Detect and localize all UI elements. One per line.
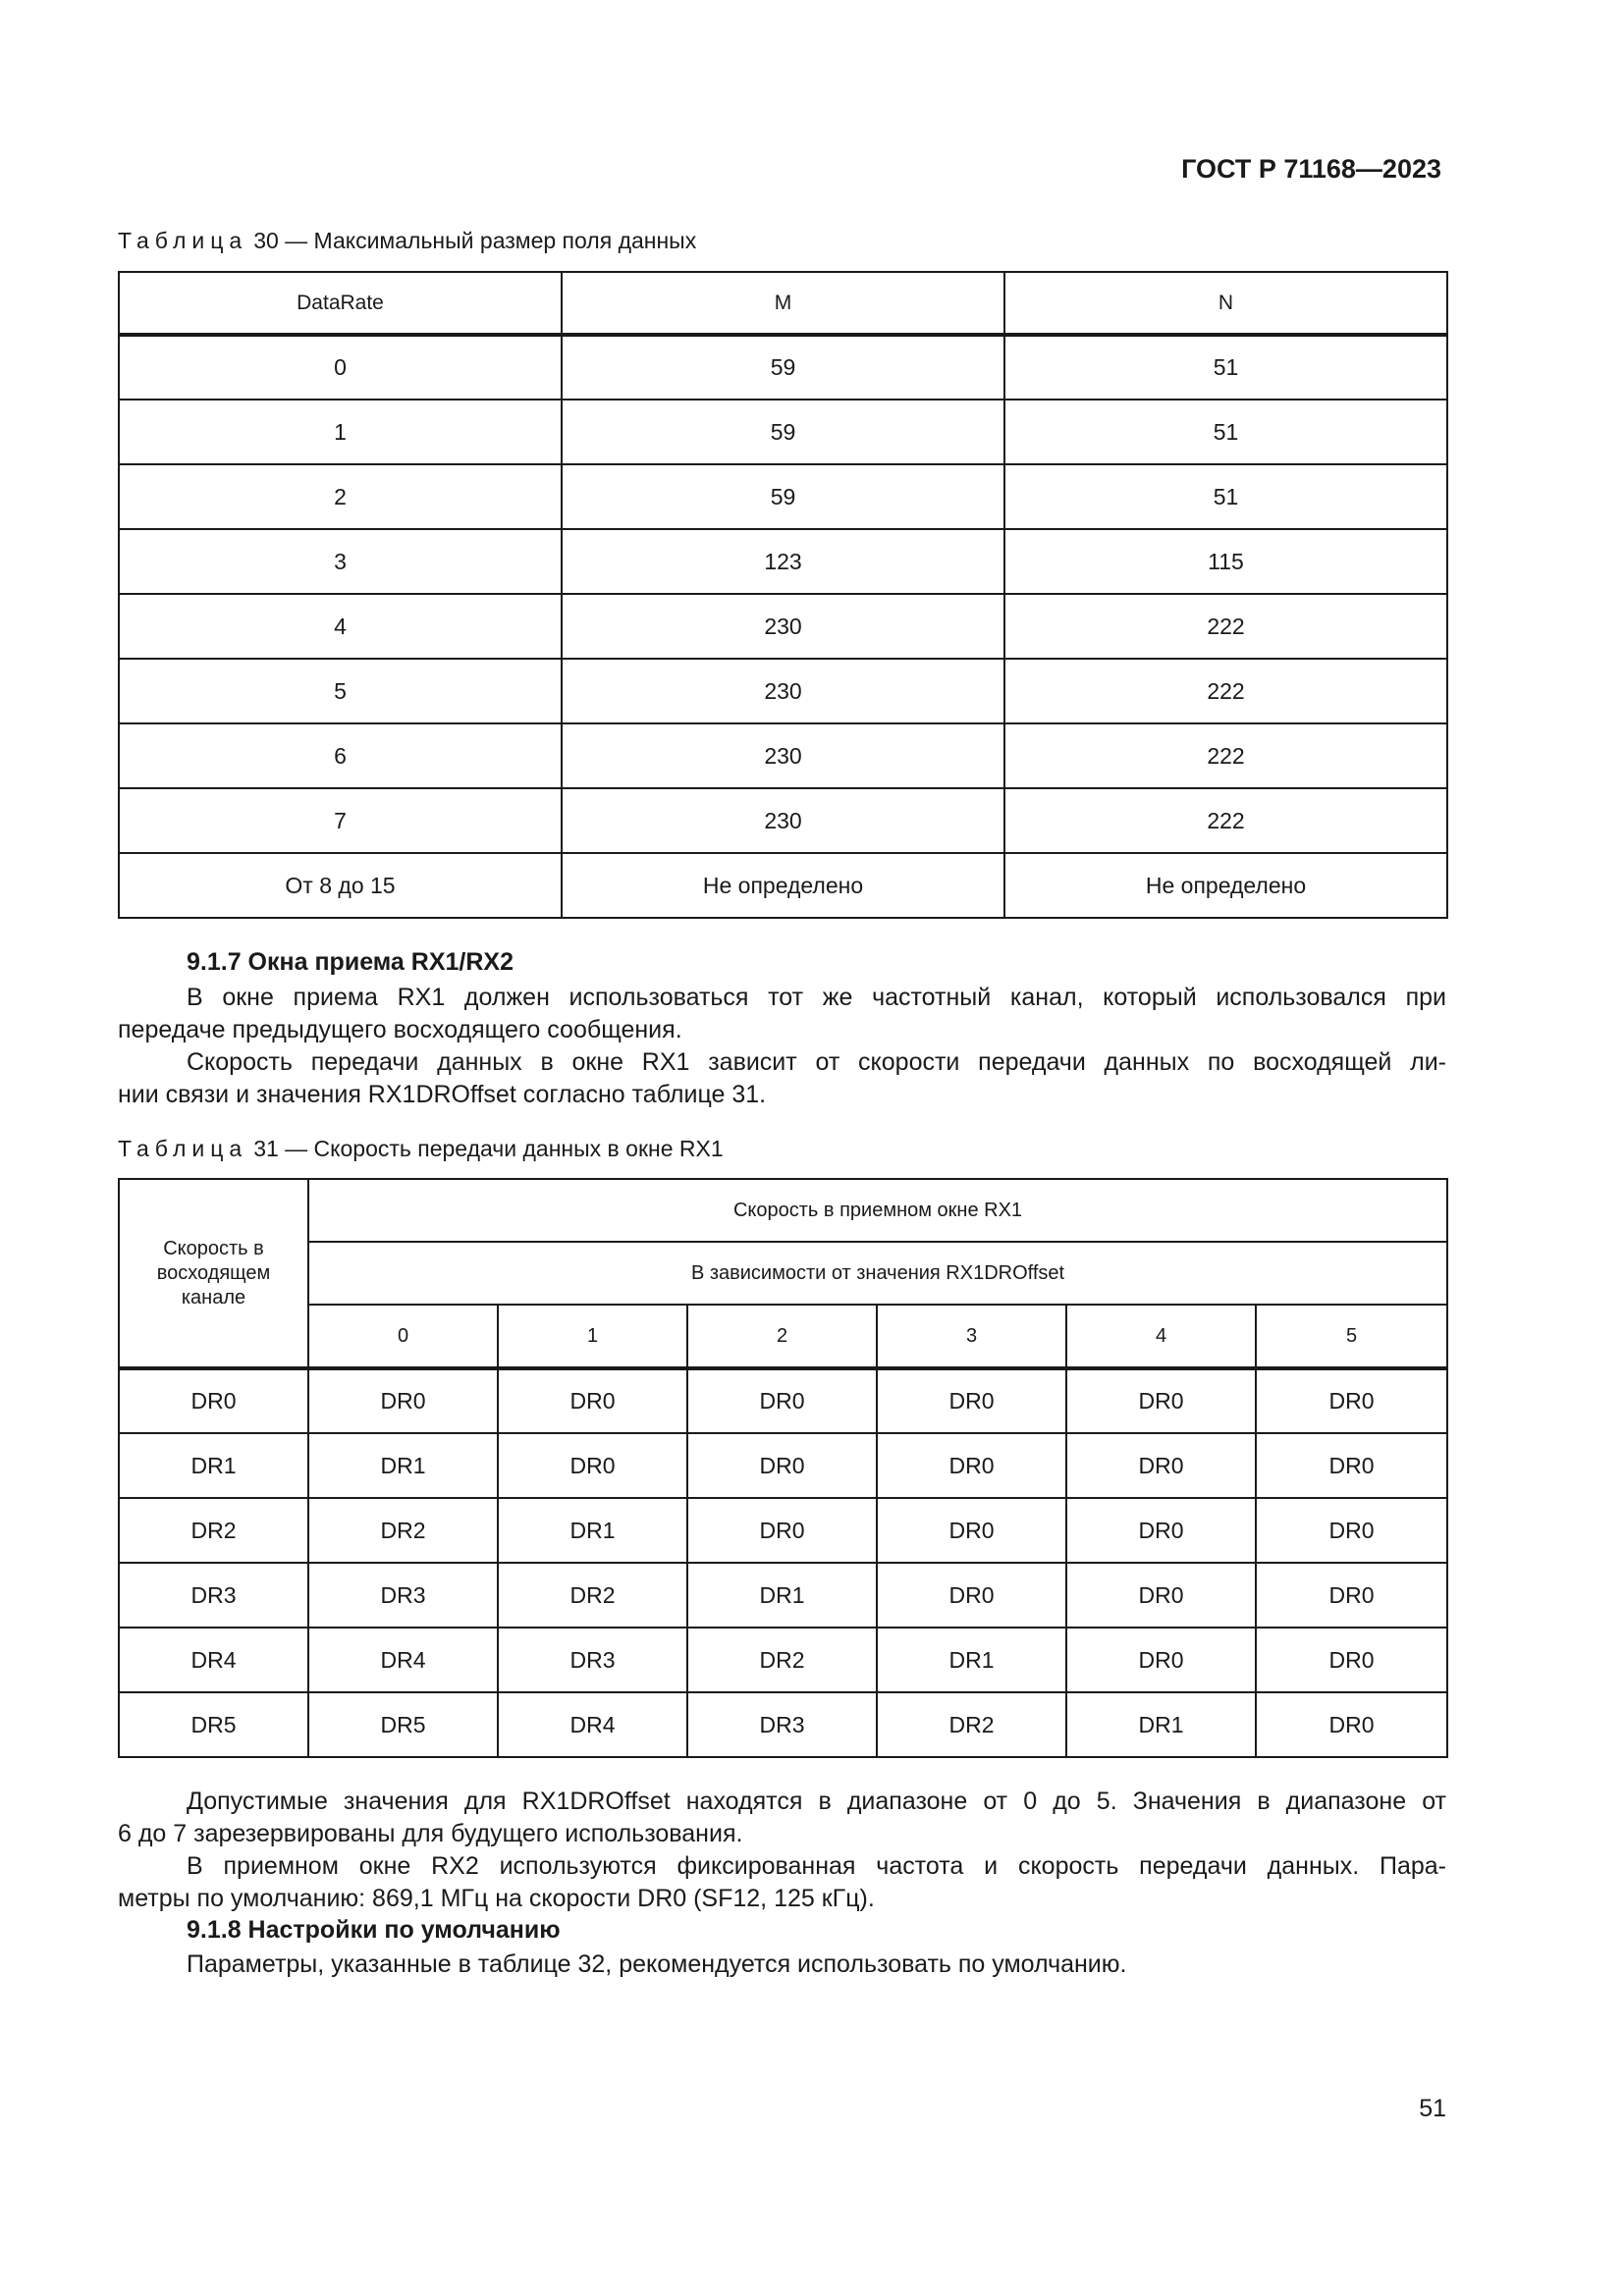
table-cell: DR0	[877, 1563, 1066, 1628]
table31-caption-word: Таблица	[118, 1136, 248, 1161]
table-row	[119, 1433, 1447, 1498]
table30-header-cell: DataRate	[119, 272, 562, 335]
table-cell: 123	[562, 529, 1004, 594]
table-cell: DR0	[1066, 1563, 1256, 1628]
table-cell: DR5	[119, 1692, 308, 1757]
table30-header-cell: M	[562, 272, 1004, 335]
table-cell: DR0	[1066, 1628, 1256, 1692]
table-cell: 6	[119, 723, 562, 788]
paragraph-line: передаче предыдущего восходящего сообщения.	[118, 1016, 682, 1043]
table-cell: DR0	[1256, 1628, 1447, 1692]
table-cell: DR0	[687, 1368, 877, 1433]
table-cell: DR2	[119, 1498, 308, 1563]
table30-caption	[118, 228, 696, 254]
page-number: 51	[1419, 2095, 1446, 2122]
table-cell: DR0	[877, 1498, 1066, 1563]
paragraph-line: метры по умолчанию: 869,1 МГц на скорости DR0 (SF12, 125 кГц).	[118, 1885, 875, 1912]
table-cell: Не определено	[1004, 853, 1447, 918]
table31-offset-cell: 0	[308, 1305, 498, 1368]
section-917-body	[118, 982, 1446, 1111]
table-row	[119, 1368, 1447, 1433]
table31-offset-cell: 5	[1256, 1305, 1447, 1368]
table-cell: 59	[562, 400, 1004, 464]
table-cell: DR5	[308, 1692, 498, 1757]
section-917-title: 9.1.7 Окна приема RX1/RX2	[187, 948, 514, 976]
table31-offset-cell: 3	[877, 1305, 1066, 1368]
table-cell: DR3	[308, 1563, 498, 1628]
table-cell: DR1	[687, 1563, 877, 1628]
table31-group-head: Скорость в приемном окне RX1	[308, 1179, 1447, 1242]
table30-header-cell: N	[1004, 272, 1447, 335]
table-cell: DR4	[308, 1628, 498, 1692]
table-row	[119, 723, 1447, 788]
table-cell: 4	[119, 594, 562, 659]
table-cell: DR0	[498, 1368, 687, 1433]
table-cell: 5	[119, 659, 562, 723]
table-cell: 1	[119, 400, 562, 464]
table-cell: 222	[1004, 594, 1447, 659]
table-cell: От 8 до 15	[119, 853, 562, 918]
table-cell: DR0	[1066, 1498, 1256, 1563]
table-cell: DR0	[687, 1498, 877, 1563]
table-cell: 7	[119, 788, 562, 853]
paragraph-line: Скорость передачи данных в окне RX1 зависит от скорости передачи данных по восходящей ли-	[187, 1048, 1446, 1076]
paragraph-line: Параметры, указанные в таблице 32, рекомендуется использовать по умолчанию.	[187, 1950, 1127, 1978]
table31-caption-text: 31 — Скорость передачи данных в окне RX1	[253, 1136, 724, 1161]
table31-caption	[118, 1136, 724, 1162]
table-row	[119, 1692, 1447, 1757]
paragraph-line: В окне приема RX1 должен использоваться тот же частотный канал, который использовался при	[187, 984, 1446, 1011]
table-cell: 3	[119, 529, 562, 594]
table-cell: DR2	[498, 1563, 687, 1628]
table-cell: DR0	[308, 1368, 498, 1433]
table-row	[119, 1628, 1447, 1692]
table-cell: DR1	[1066, 1692, 1256, 1757]
paragraph-line: 6 до 7 зарезервированы для будущего использования.	[118, 1820, 743, 1847]
table31-offset-cell: 1	[498, 1305, 687, 1368]
table31-offset-row	[119, 1305, 1447, 1368]
paragraph-line: В приемном окне RX2 используются фиксированная частота и скорость передачи данных. Пара-	[187, 1852, 1446, 1880]
table-row	[119, 400, 1447, 464]
table-cell: DR0	[119, 1368, 308, 1433]
table-cell: DR0	[1256, 1692, 1447, 1757]
table-row	[119, 594, 1447, 659]
table-cell: DR1	[308, 1433, 498, 1498]
table-cell: 51	[1004, 464, 1447, 529]
table-cell: DR2	[687, 1628, 877, 1692]
table-cell: DR0	[877, 1368, 1066, 1433]
table-cell: DR1	[877, 1628, 1066, 1692]
table-cell: DR4	[498, 1692, 687, 1757]
table-cell: DR0	[687, 1433, 877, 1498]
table-cell: DR0	[1066, 1368, 1256, 1433]
table-row	[119, 659, 1447, 723]
table-cell: DR2	[308, 1498, 498, 1563]
table-cell: Не определено	[562, 853, 1004, 918]
table30	[118, 271, 1448, 919]
table-cell: DR0	[1256, 1498, 1447, 1563]
table-row	[119, 335, 1447, 400]
table-row	[119, 1498, 1447, 1563]
table-cell: 59	[562, 464, 1004, 529]
table-cell: 0	[119, 335, 562, 400]
table-cell: DR0	[1256, 1563, 1447, 1628]
table-cell: DR4	[119, 1628, 308, 1692]
table-cell: 222	[1004, 659, 1447, 723]
table30-header-row	[119, 272, 1447, 335]
table-cell: 230	[562, 723, 1004, 788]
table-cell: DR1	[119, 1433, 308, 1498]
table-row	[119, 853, 1447, 918]
table-cell: DR2	[877, 1692, 1066, 1757]
table-cell: 230	[562, 594, 1004, 659]
table30-caption-word: Таблица	[118, 228, 248, 253]
paragraph-line: нии связи и значения RX1DROffset согласно таблице 31.	[118, 1081, 767, 1108]
table-cell: 230	[562, 659, 1004, 723]
table-row	[119, 1563, 1447, 1628]
paragraph-line: Допустимые значения для RX1DROffset находятся в диапазоне от 0 до 5. Значения в диапазоне от	[187, 1788, 1446, 1815]
table-cell: DR0	[1256, 1368, 1447, 1433]
table-row	[119, 529, 1447, 594]
table31-header-row	[119, 1242, 1447, 1305]
table-row	[119, 788, 1447, 853]
table30-caption-text: 30 — Максимальный размер поля данных	[253, 228, 697, 253]
table-cell: DR3	[687, 1692, 877, 1757]
table31-header-row	[119, 1179, 1447, 1242]
table-cell: DR1	[498, 1498, 687, 1563]
after-table31-body	[118, 1786, 1446, 1915]
table-cell: 2	[119, 464, 562, 529]
section-918-title: 9.1.8 Настройки по умолчанию	[187, 1916, 561, 1944]
table-cell: 115	[1004, 529, 1447, 594]
table-cell: DR3	[498, 1628, 687, 1692]
table31-rowhead: Скорость в восходящем канале	[119, 1179, 308, 1368]
table-cell: 51	[1004, 400, 1447, 464]
table31-offset-cell: 2	[687, 1305, 877, 1368]
table-cell: 59	[562, 335, 1004, 400]
table-cell: 230	[562, 788, 1004, 853]
table-row	[119, 464, 1447, 529]
table-cell: DR0	[1066, 1433, 1256, 1498]
table-cell: DR0	[877, 1433, 1066, 1498]
table31-offset-cell: 4	[1066, 1305, 1256, 1368]
table-cell: DR0	[498, 1433, 687, 1498]
table-cell: 222	[1004, 788, 1447, 853]
table31	[118, 1178, 1448, 1758]
table-cell: DR0	[1256, 1433, 1447, 1498]
table-cell: DR3	[119, 1563, 308, 1628]
table-cell: 51	[1004, 335, 1447, 400]
section-918-body	[118, 1949, 1446, 1981]
table31-sub-head: В зависимости от значения RX1DROffset	[308, 1242, 1447, 1305]
document-number: ГОСТ Р 71168—2023	[1181, 154, 1441, 184]
table-cell: 222	[1004, 723, 1447, 788]
